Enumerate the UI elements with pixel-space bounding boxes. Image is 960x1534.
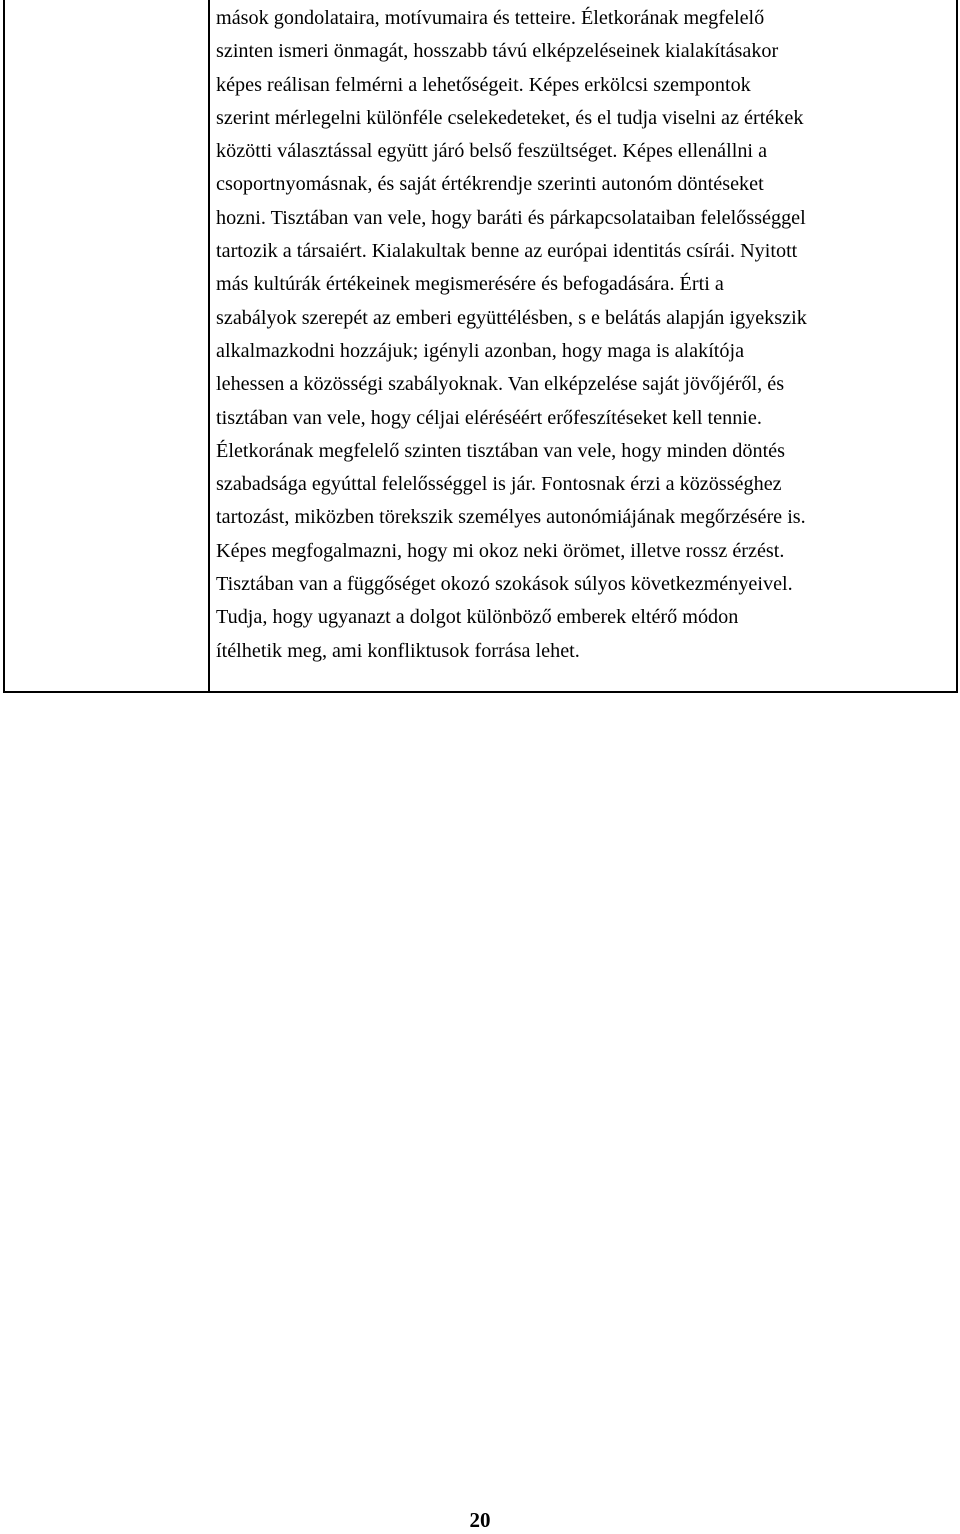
text-line: Életkorának megfelelő szinten tisztában van vele, hogy minden döntés bbox=[216, 439, 785, 462]
text-line: szerint mérlegelni különféle cselekedeteket, és el tudja viselni az értékek bbox=[216, 106, 804, 129]
text-line: lehessen a közösségi szabályoknak. Van elképzelése saját jövőjéről, és bbox=[216, 373, 785, 396]
text-line: hozni. Tisztában van vele, hogy baráti és párkapcsolataiban felelősséggel bbox=[216, 206, 806, 229]
text-line: más kultúrák értékeinek megismerésére és befogadására. Érti a bbox=[216, 273, 724, 296]
text-line: csoportnyomásnak, és saját értékrendje szerinti autonóm döntéseket bbox=[216, 173, 764, 196]
text-line: Képes megfogalmazni, hogy mi okoz neki örömet, illetve rossz érzést. bbox=[216, 539, 785, 562]
text-line: ítélhetik meg, ami konfliktusok forrása lehet. bbox=[216, 639, 580, 662]
page-number: 20 bbox=[469, 1508, 491, 1532]
column-divider bbox=[208, 0, 210, 691]
text-line: tisztában van vele, hogy céljai eléréséért erőfeszítéseket kell tennie. bbox=[216, 406, 762, 429]
text-line: mások gondolataira, motívumaira és tetteire. Életkorának megfelelő bbox=[216, 7, 765, 29]
text-line: alkalmazkodni hozzájuk; igényli azonban, hogy maga is alakítója bbox=[216, 339, 745, 362]
text-line: Tudja, hogy ugyanazt a dolgot különböző emberek eltérő módon bbox=[216, 606, 739, 629]
text-line: szabályok szerepét az emberi együttélésben, s e belátás alapján igyekszik bbox=[216, 306, 807, 329]
text-line: szinten ismeri önmagát, hosszabb távú elképzeléseinek kialakításakor bbox=[216, 40, 779, 63]
text-line: képes reálisan felmérni a lehetőségeit. Képes erkölcsi szempontok bbox=[216, 73, 751, 96]
text-line: Tisztában van a függőséget okozó szokások súlyos következményeivel. bbox=[216, 573, 793, 596]
text-line: közötti választással együtt járó belső feszültséget. Képes ellenállni a bbox=[216, 140, 768, 163]
right-cell-paragraph bbox=[216, 2, 960, 668]
content-table bbox=[3, 0, 958, 693]
text-line: tartozik a társaiért. Kialakultak benne az európai identitás csírái. Nyitott bbox=[216, 240, 798, 263]
text-line: tartozást, miközben törekszik személyes autonómiájának megőrzésére is. bbox=[216, 506, 806, 529]
text-line: szabadsága egyúttal felelősséggel is jár. Fontosnak érzi a közösséghez bbox=[216, 473, 782, 496]
